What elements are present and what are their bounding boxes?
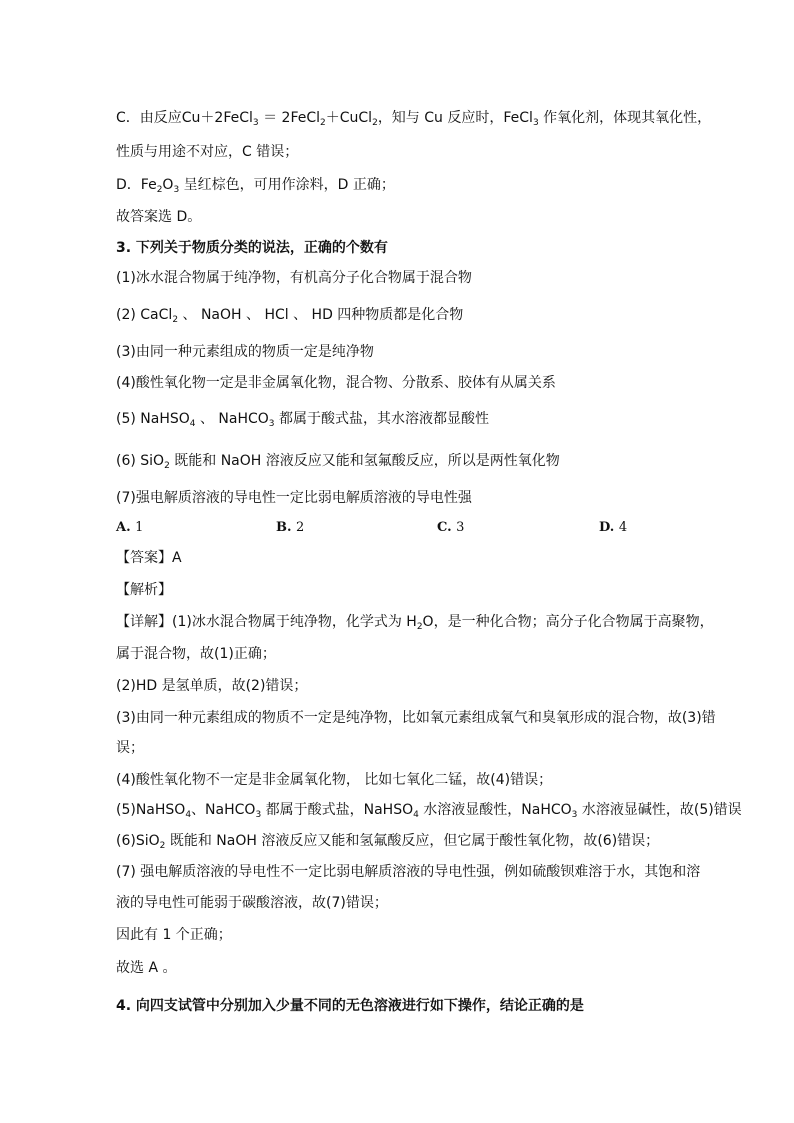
text-segment: 4. 向四支试管中分别加入少量不同的无色溶液进行如下操作，结论正确的是	[116, 998, 584, 1014]
text-line	[116, 342, 374, 362]
text-line	[116, 268, 472, 288]
text-segment: 水溶液显酸性，NaHCO	[418, 802, 572, 818]
text-segment: ，知与 Cu 反应时，FeCl	[377, 110, 533, 126]
subscript: 4	[185, 810, 192, 820]
text-line	[116, 108, 711, 128]
text-line	[116, 580, 172, 600]
text-line	[116, 373, 556, 393]
text-segment: 既能和 NaOH 溶液反应又能和氢氟酸反应，但它属于酸性氧化物，故(6)错误；	[165, 833, 660, 849]
text-segment: (5) NaHSO	[116, 411, 190, 427]
text-segment: 作氧化剂，体现其氧化性，	[538, 110, 712, 126]
text-line	[116, 409, 489, 429]
text-line	[116, 770, 552, 790]
text-line	[116, 862, 700, 882]
text-line	[116, 925, 232, 945]
option-b: B. 2	[276, 520, 305, 535]
text-segment: 既能和 NaOH 溶液反应又能和氢氟酸反应，所以是两性氧化物	[169, 453, 560, 469]
text-segment: 故答案选 D。	[116, 209, 202, 225]
option-a: A. 1	[116, 520, 144, 535]
text-line	[116, 488, 472, 508]
subscript: 2	[372, 118, 378, 128]
subscript: 3	[173, 185, 180, 195]
text-segment: 故选 A 。	[116, 960, 177, 976]
text-line	[116, 644, 276, 664]
text-line	[116, 958, 176, 978]
text-segment: 【答案】A	[116, 550, 182, 566]
subscript: 3	[252, 118, 259, 128]
subscript: 3	[571, 810, 578, 820]
subscript: 3	[255, 810, 262, 820]
text-line	[116, 305, 463, 325]
subscript: 4	[413, 810, 419, 820]
subscript: 2	[320, 118, 326, 128]
subscript: 2	[416, 622, 423, 632]
text-line	[116, 800, 742, 820]
text-segment: 3. 下列关于物质分类的说法，正确的个数有	[116, 240, 388, 256]
text-segment: (5)NaHSO	[116, 802, 186, 818]
text-segment: 都属于酸式盐，NaHSO	[261, 802, 414, 818]
subscript: 2	[159, 841, 166, 851]
text-segment: ＋CuCl	[325, 110, 373, 126]
text-segment: (6) SiO	[116, 453, 165, 469]
option-d: D. 4	[599, 520, 628, 535]
text-segment: 、NaHCO	[191, 802, 256, 818]
text-line	[116, 548, 182, 568]
text-segment: (7) 强电解质溶液的导电性不一定比弱电解质溶液的导电性强，例如硫酸钡难溶于水，其饱和溶	[116, 864, 701, 880]
text-line	[116, 831, 659, 851]
text-segment: (6)SiO	[116, 833, 160, 849]
text-segment: (2) CaCl	[116, 307, 173, 323]
text-segment: ＝ 2FeCl	[258, 110, 321, 126]
text-segment: 属于混合物，故(1)正确；	[116, 646, 276, 662]
text-line	[116, 142, 298, 162]
text-segment: D．	[116, 177, 141, 193]
subscript: 4	[189, 419, 196, 429]
subscript: 2	[172, 315, 179, 325]
text-segment: 、 NaHCO	[195, 411, 269, 427]
text-segment: O，是一种化合物；高分子化合物属于高聚物，	[422, 614, 714, 630]
text-segment: (4)酸性氧化物不一定是非金属氧化物， 比如七氧化二锰，故(4)错误；	[116, 772, 553, 788]
text-segment: (3)由同一种元素组成的物质不一定是纯净物，比如氧元素组成氧气和臭氧形成的混合物，故(3)错	[116, 710, 716, 726]
text-line	[116, 738, 144, 758]
text-segment: 都属于酸式盐，其水溶液都显酸性	[274, 411, 489, 427]
text-line	[116, 451, 560, 471]
text-line	[116, 676, 307, 696]
text-segment: (1)冰水混合物属于纯净物，有机高分子化合物属于混合物	[116, 270, 472, 286]
text-segment: (7)强电解质溶液的导电性一定比弱电解质溶液的导电性强	[116, 490, 472, 506]
text-segment: Fe	[140, 177, 157, 193]
text-segment: 性质与用途不对应，C 错误；	[116, 144, 299, 160]
text-line	[116, 175, 395, 195]
text-segment: (2)HD 是氢单质，故(2)错误；	[116, 678, 308, 694]
text-line	[116, 893, 388, 913]
text-segment: (3)由同一种元素组成的物质一定是纯净物	[116, 344, 374, 360]
subscript: 2	[156, 185, 163, 195]
text-line	[116, 238, 388, 258]
text-segment: 因此有 1 个正确；	[116, 927, 232, 943]
text-segment: 【解析】	[116, 582, 172, 598]
text-segment: (4)酸性氧化物一定是非金属氧化物，混合物、分散系、胶体有从属关系	[116, 375, 556, 391]
subscript: 2	[164, 461, 170, 471]
text-segment: C．由反应	[116, 110, 182, 126]
text-segment: 呈红棕色，可用作涂料，D 正确；	[179, 177, 395, 193]
text-line	[116, 207, 201, 227]
text-line	[116, 996, 584, 1016]
text-segment: 水溶液显碱性，故(5)错误	[577, 802, 742, 818]
text-segment: Cu＋2FeCl	[181, 110, 253, 126]
text-segment: 【详解】(1)冰水混合物属于纯净物，化学式为 H	[116, 614, 417, 630]
text-segment: 液的导电性可能弱于碳酸溶液，故(7)错误；	[116, 895, 388, 911]
subscript: 3	[268, 419, 275, 429]
text-segment: O	[162, 177, 174, 193]
text-line	[116, 612, 714, 632]
text-line	[116, 708, 716, 728]
option-c: C. 3	[437, 520, 465, 535]
subscript: 3	[532, 118, 539, 128]
text-segment: 、 NaOH 、 HCl 、 HD 四种物质都是化合物	[178, 307, 464, 323]
text-segment: 误；	[116, 740, 144, 756]
